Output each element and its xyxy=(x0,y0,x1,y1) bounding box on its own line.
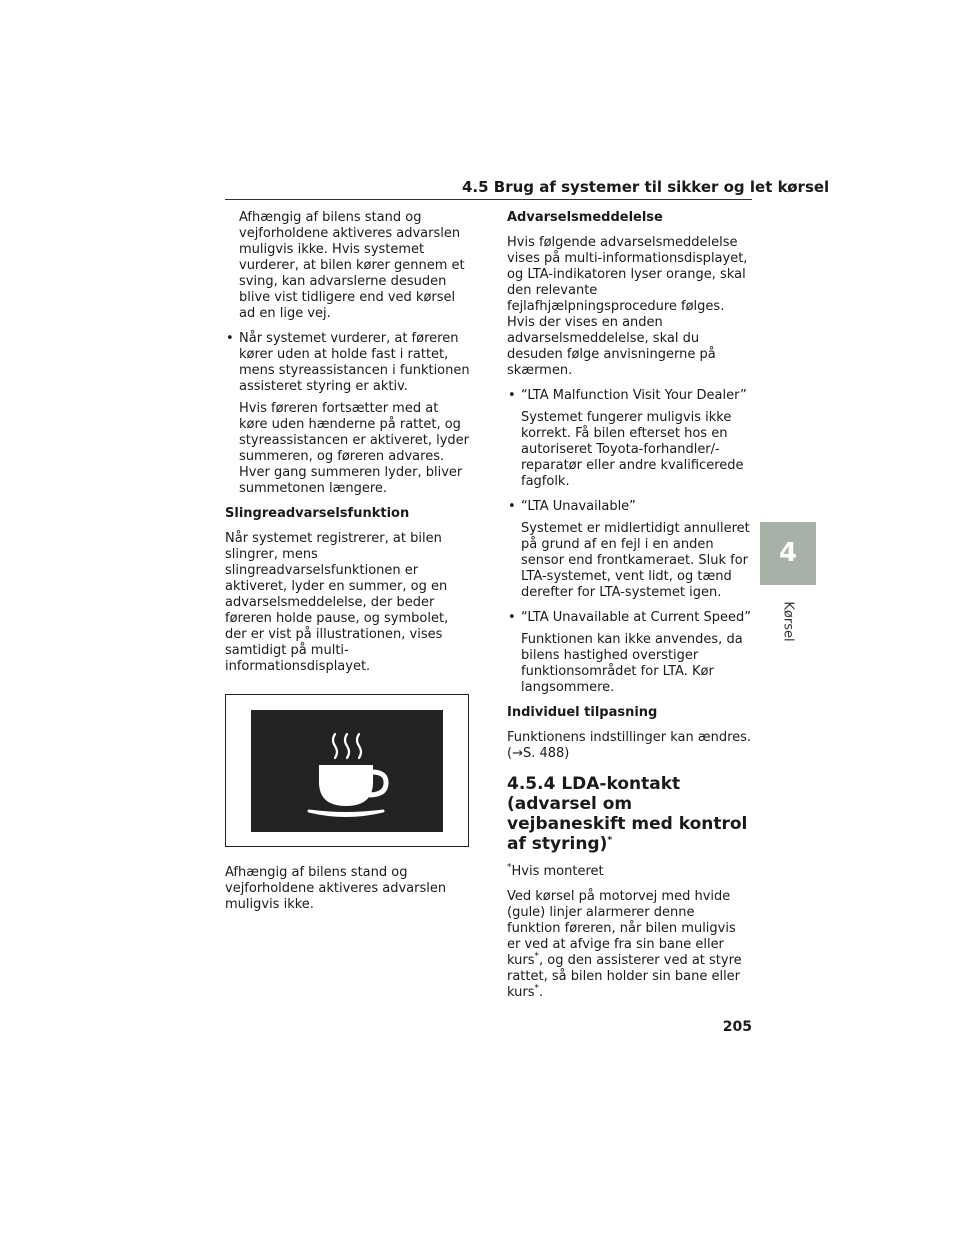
coffee-cup-icon xyxy=(251,710,443,832)
section-header: 4.5 Brug af systemer til sikker og let kørsel xyxy=(462,178,830,196)
section-title-text: 4.5.4 LDA-kontakt (advarsel om vejbaneskift med kontrol af styring) xyxy=(507,774,748,854)
asterisk-mark: * xyxy=(607,835,613,846)
paragraph: Ved kørsel på motorvej med hvide (gule) linjer alarmerer denne funktion føreren, når bilen muligvis er ved at afvige fra sin bane eller kurs*, og den assisterer ved at styre rattet, så bilen holder sin bane eller kurs*. xyxy=(507,889,742,1000)
display-screen xyxy=(251,710,443,832)
paragraph: Afhængig af bilens stand og vejforholdene aktiveres advarslen muligvis ikke. Hvis systemet vurderer, at bilen kører gennem et sving, kan advarslerne desuden blive vist tidligere end ved kørsel ad en lige vej. xyxy=(239,210,465,321)
paragraph: Funktionen kan ikke anvendes, da bilens hastighed overstiger funktionsområdet for LTA. Kør langsommere. xyxy=(521,632,743,695)
chapter-tab: 4 xyxy=(760,522,816,585)
header-divider xyxy=(225,199,752,200)
chapter-label-text: Kørsel xyxy=(780,601,796,642)
bullet-item: • “LTA Unavailable at Current Speed” xyxy=(507,610,752,626)
bullet-item: • “LTA Unavailable” xyxy=(507,499,752,515)
section-title xyxy=(507,774,752,854)
paragraph: Hvis føreren fortsætter med at køre uden hænderne på rattet, og styreassistancen er aktiveret, lyder summeren, og føreren advares. Hver gang summeren lyder, bliver summetonen længere. xyxy=(239,401,470,496)
illustration-frame xyxy=(225,694,469,847)
paragraph: Når systemet registrerer, at bilen slingrer, mens slingreadvarselsfunktionen er aktiveret, lyder en summer, og en advarselsmeddelelse, der beder føreren holde pause, og symbolet, der er vist på illustrationen, vises samtidigt på multi-informationsdisplayet. xyxy=(225,531,449,674)
page-number: 205 xyxy=(722,1019,752,1035)
paragraph: Afhængig af bilens stand og vejforholdene aktiveres advarslen muligvis ikke. xyxy=(225,865,447,912)
subheading: Slingreadvarselsfunktion xyxy=(225,506,410,521)
bullet-item: • “LTA Malfunction Visit Your Dealer” xyxy=(507,388,752,404)
bullet-item: • Når systemet vurderer, at føreren kører uden at holde fast i rattet, mens styreassistancen i funktionen assisteret styring er aktiv. xyxy=(225,331,470,395)
paragraph: Systemet fungerer muligvis ikke korrekt. Få bilen efterset hos en autoriseret Toyota-forhandler/-reparatør eller andre kvalificerede fagfolk. xyxy=(521,410,744,489)
footnote: *Hvis monteret xyxy=(507,862,604,879)
asterisk-mark: * xyxy=(534,951,539,962)
subheading: Individuel tilpasning xyxy=(507,705,658,720)
chapter-label xyxy=(770,592,806,652)
paragraph: Systemet er midlertidigt annulleret på grund af en fejl i en anden sensor end frontkameraet. Sluk for LTA-systemet, vent lidt, og tænd derefter for LTA-systemet igen. xyxy=(521,521,750,600)
paragraph: Funktionens indstillinger kan ændres. (→S. 488) xyxy=(507,730,752,761)
left-column xyxy=(225,210,470,922)
right-column xyxy=(507,210,752,1010)
subheading: Advarselsmeddelelse xyxy=(507,210,663,225)
paragraph: Hvis følgende advarselsmeddelelse vises på multi-informationsdisplayet, og LTA-indikatoren lyser orange, skal den relevante fejlafhjælpningsprocedure følges. Hvis der vises en anden advarselsmeddelelse, skal du desuden følge anvisningerne på skærmen. xyxy=(507,235,748,378)
asterisk-mark: * xyxy=(534,983,539,994)
asterisk-mark: * xyxy=(507,862,512,873)
